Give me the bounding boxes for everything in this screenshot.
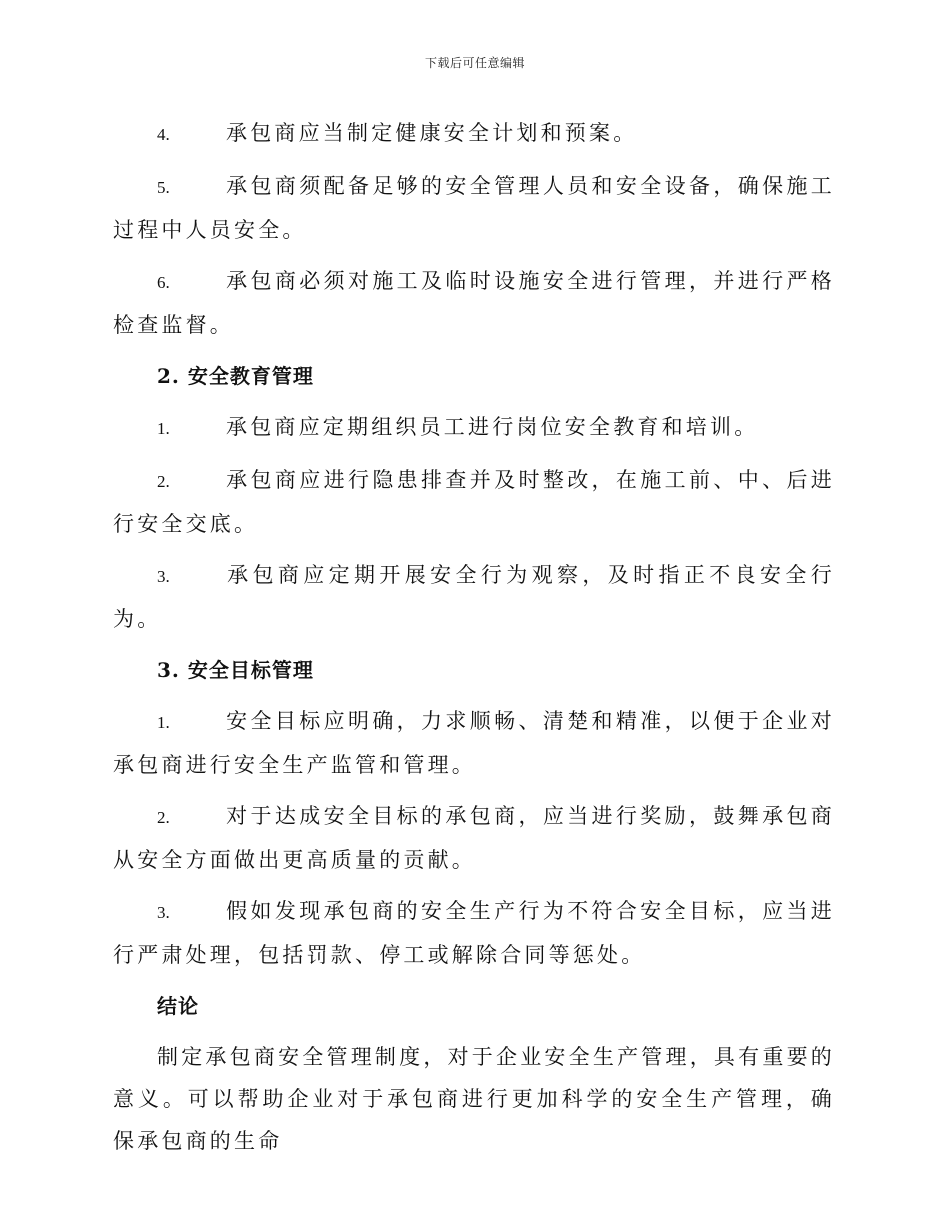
list-item-number: 3. <box>157 903 170 922</box>
list-item-number: 3. <box>157 567 170 586</box>
list-item-text: 承包商应进行隐患排查并及时整改，在施工前、中、后进行安全交底。 <box>113 468 835 536</box>
list-item-text: 对于达成安全目标的承包商，应当进行奖励，鼓舞承包商从安全方面做出更高质量的贡献。 <box>113 804 835 872</box>
list-item-number: 2. <box>157 472 170 491</box>
list-item <box>113 459 835 545</box>
list-item <box>113 700 835 786</box>
list-item <box>113 554 835 640</box>
list-item-number: 1. <box>157 713 170 732</box>
list-item-number: 2. <box>157 808 170 827</box>
list-item <box>113 795 835 881</box>
list-item-text: 承包商应定期组织员工进行岗位安全教育和培训。 <box>226 415 759 439</box>
section-heading-goals: 3. 安全目标管理 <box>157 658 314 682</box>
list-item-text: 承包商应当制定健康安全计划和预案。 <box>226 121 638 145</box>
page-header: 下载后可任意编辑 <box>424 56 525 70</box>
list-item-number: 6. <box>157 273 170 292</box>
list-item-number: 4. <box>157 125 170 144</box>
list-item-text: 假如发现承包商的安全生产行为不符合安全目标，应当进行严肃处理，包括罚款、停工或解除合同等惩处。 <box>113 899 835 967</box>
list-item-text: 承包商应定期开展安全行为观察，及时指正不良安全行为。 <box>113 563 835 631</box>
list-item-text: 承包商须配备足够的安全管理人员和安全设备，确保施工过程中人员安全。 <box>113 174 835 242</box>
document-body <box>113 112 835 1162</box>
list-item <box>113 260 835 346</box>
list-item <box>113 165 835 251</box>
section-heading-conclusion: 结论 <box>157 994 199 1018</box>
list-item <box>113 890 835 976</box>
list-item <box>113 112 835 156</box>
list-item-text: 承包商必须对施工及临时设施安全进行管理，并进行严格检查监督。 <box>113 269 835 337</box>
list-item <box>113 406 835 450</box>
list-item-text: 安全目标应明确，力求顺畅、清楚和精准，以便于企业对承包商进行安全生产监管和管理。 <box>113 709 835 777</box>
section-heading-education: 2. 安全教育管理 <box>157 364 314 388</box>
list-item-number: 1. <box>157 419 170 438</box>
list-item-number: 5. <box>157 178 170 197</box>
conclusion-paragraph: 制定承包商安全管理制度，对于企业安全生产管理，具有重要的意义。可以帮助企业对于承包商进行更加科学的安全生产管理，确保承包商的生命 <box>113 1045 835 1153</box>
